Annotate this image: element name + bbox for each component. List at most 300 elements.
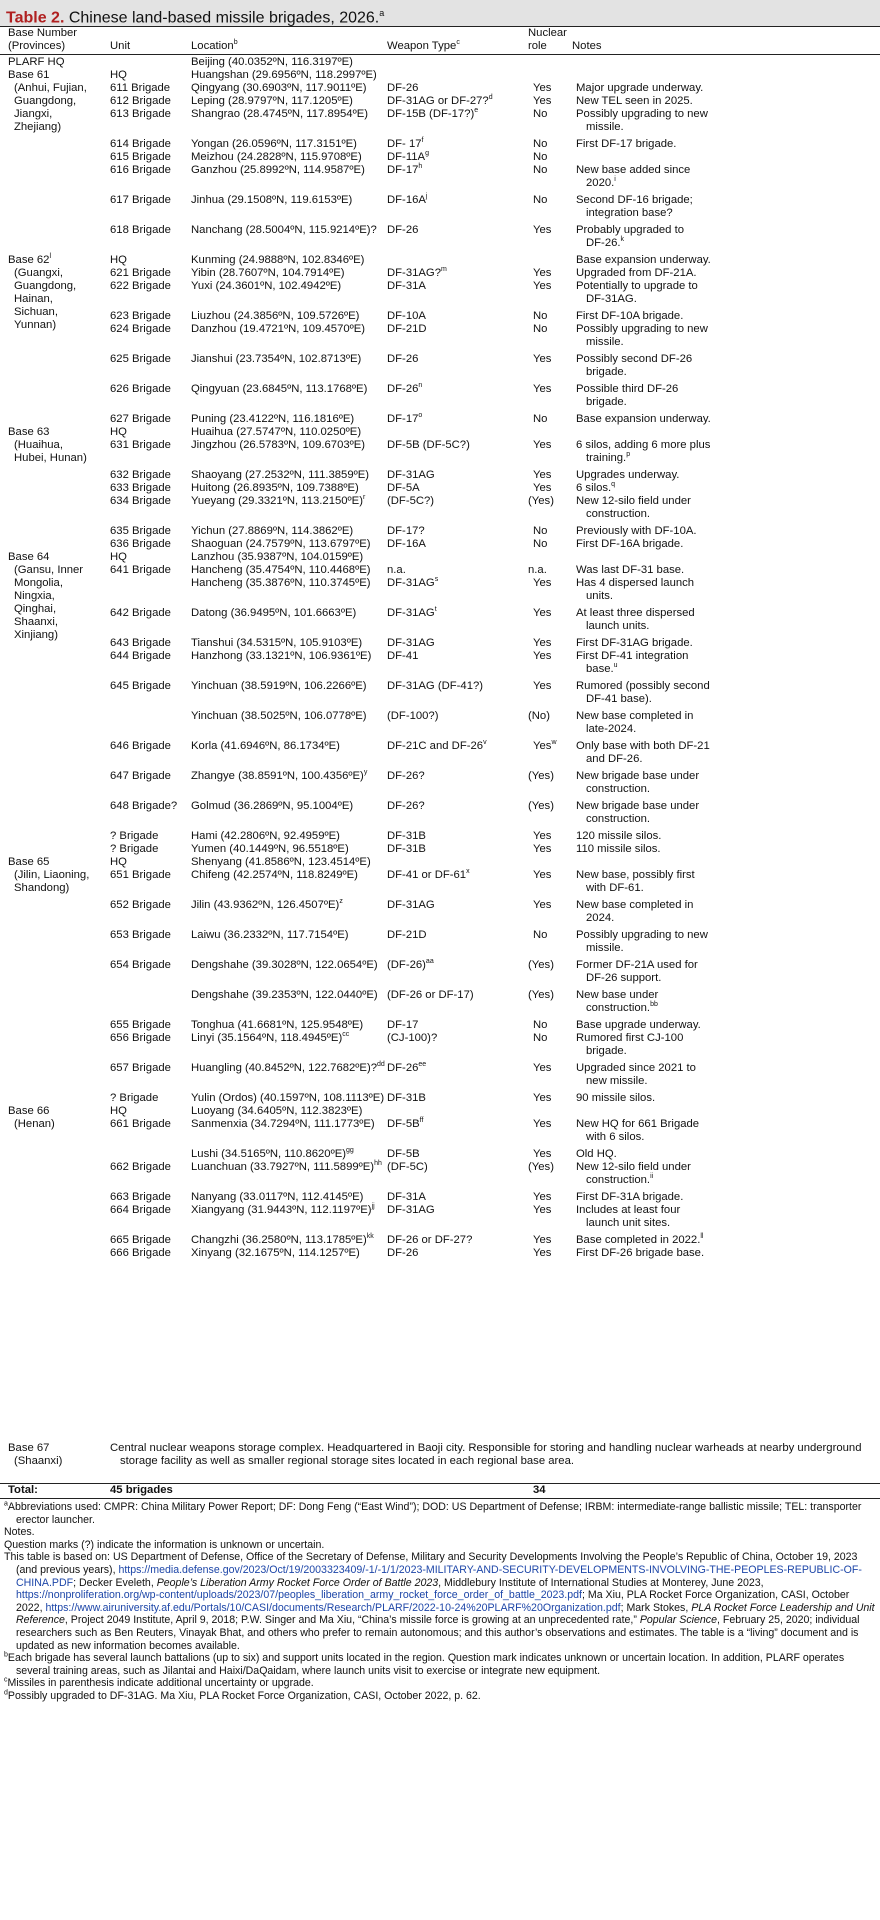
notes-cell (586, 121, 624, 134)
location-cell-text: Jilin (43.9362ºN, 126.4507ºE) (191, 899, 340, 911)
notes-cell (586, 723, 636, 736)
base-provinces-text: (Jilin, Liaoning, (14, 869, 90, 881)
nuclear-cell (533, 439, 551, 452)
notes-cell (586, 177, 616, 190)
header-weapon-sup: c (456, 39, 460, 47)
weapon-cell-sup: h (418, 163, 423, 171)
notes-cell (586, 1131, 644, 1144)
base-provinces (14, 882, 69, 895)
base-provinces-text: Yunnan) (14, 319, 57, 331)
note-d-text: Possibly upgraded to DF-31AG. Ma Xiu, PLA Rocket Force Organization, CASI, October 2022, p. 62. (7, 1689, 481, 1702)
unit-cell (110, 1161, 171, 1174)
weapon-cell (387, 1092, 426, 1105)
notes-cell-text: First DF-16A brigade. (576, 538, 684, 550)
nuclear-cell-text: Yes (533, 224, 552, 236)
weapon-cell-sup: aa (425, 958, 434, 966)
notes-cell (586, 912, 614, 925)
unit-cell (110, 439, 171, 452)
weapon-cell (387, 267, 447, 280)
nuclear-cell-text: Yes (533, 1234, 552, 1246)
base-name-text: Base 66 (8, 1105, 50, 1117)
notes-cell-text: 2020. (586, 177, 615, 189)
notes-cell (576, 1062, 696, 1075)
base-provinces-text: Shandong) (14, 882, 70, 894)
nuclear-cell-text: Yes (533, 607, 552, 619)
weapon-cell-sup: g (425, 150, 429, 158)
nuclear-cell-text: No (533, 138, 548, 150)
location-cell-text: Dengshahe (39.3028ºN, 122.0654ºE) (191, 959, 378, 971)
notes-cell-text: First DF-31A brigade. (576, 1191, 684, 1203)
unit-cell-text: ? Brigade (110, 843, 159, 855)
location-cell (191, 869, 358, 882)
location-cell-text: Zhangye (38.8591ºN, 100.4356ºE) (191, 770, 364, 782)
nuclear-cell (533, 353, 551, 366)
unit-cell-text: HQ (110, 254, 127, 266)
notes-cell-sup: ii (650, 1173, 654, 1181)
nuclear-cell-text: Yes (533, 482, 552, 494)
location-cell-text: Yumen (40.1449ºN, 96.5518ºE) (191, 843, 349, 855)
notes-cell-text: New 12-silo field under (576, 1161, 691, 1173)
notes-cell (586, 1174, 653, 1187)
notes-cell-text: Upgraded since 2021 to (576, 1062, 696, 1074)
nuclear-cell (533, 1092, 551, 1105)
location-cell (191, 323, 365, 336)
weapon-cell-text: DF-5B (DF-5C?) (387, 439, 470, 451)
nuclear-cell-text: Yes (533, 830, 552, 842)
notes-cell-text: New TEL seen in 2025. (576, 95, 693, 107)
unit-cell (110, 310, 171, 323)
notes-cell (576, 989, 658, 1002)
unit-cell-text: 626 Brigade (110, 383, 171, 395)
weapon-cell-text: DF-17 (387, 413, 419, 425)
notes-cell (576, 1032, 683, 1045)
notes-cell-text: training. (586, 452, 627, 464)
location-cell-text: Huaihua (27.5747ºN, 110.0250ºE) (191, 426, 362, 438)
notes-cell-text: and DF-26. (586, 753, 643, 765)
notes-cell (586, 693, 652, 706)
title-rule (0, 26, 880, 27)
weapon-cell (387, 650, 418, 663)
base-provinces-text: Hubei, Hunan) (14, 452, 87, 464)
unit-cell (110, 607, 171, 620)
location-cell-text: Huitong (26.8935ºN, 109.7388ºE) (191, 482, 359, 494)
header-base (8, 27, 77, 53)
notes-cell (576, 280, 698, 293)
unit-cell (110, 959, 171, 972)
weapon-cell-text: (CJ-100)? (387, 1032, 438, 1044)
notes-cell-text: brigade. (586, 396, 627, 408)
nuclear-cell-text: Yes (533, 869, 552, 881)
base-provinces-text: (Huaihua, (14, 439, 63, 451)
nuclear-cell (533, 280, 551, 293)
unit-cell-text: 616 Brigade (110, 164, 171, 176)
nuclear-cell-text: (Yes) (528, 800, 554, 812)
location-cell-text: Lanzhou (35.9387ºN, 104.0159ºE) (191, 551, 364, 563)
location-cell (191, 1092, 384, 1105)
location-cell (191, 267, 345, 280)
weapon-cell-text: DF-21C and DF-26 (387, 740, 484, 752)
base-provinces (14, 95, 76, 108)
weapon-cell (387, 439, 470, 452)
unit-cell-text: 653 Brigade (110, 929, 171, 941)
weapon-cell-text: DF-31A (387, 280, 426, 292)
location-cell (191, 56, 353, 69)
nuclear-cell-text: (No) (528, 710, 550, 722)
notes-cell-text: New brigade base under (576, 770, 700, 782)
unit-cell-text: 615 Brigade (110, 151, 171, 163)
location-cell-text: Huangling (40.8452ºN, 122.7682ºE)? (191, 1062, 377, 1074)
location-cell (191, 164, 365, 177)
nuclear-cell (533, 1191, 551, 1204)
base-provinces-text: (Guangxi, (14, 267, 63, 279)
weapon-cell (387, 564, 406, 577)
notes-cell (576, 1234, 703, 1247)
weapon-cell (387, 383, 422, 396)
weapon-cell (387, 525, 425, 538)
notes-cell (586, 620, 649, 633)
weapon-cell-text: DF-31B (387, 843, 426, 855)
header-unit: Unit (110, 40, 131, 52)
location-cell-text: Chifeng (42.2574ºN, 118.8249ºE) (191, 869, 358, 881)
unit-cell (110, 69, 127, 82)
notes-cell (586, 783, 650, 796)
weapon-cell-text: DF-5A (387, 482, 420, 494)
nuclear-cell (533, 138, 547, 151)
unit-cell-text: 647 Brigade (110, 770, 171, 782)
base-provinces (14, 603, 56, 616)
notes-cell-text: construction. (586, 1002, 651, 1014)
location-cell-text: Nanyang (33.0117ºN, 112.4145ºE) (191, 1191, 364, 1203)
unit-cell-text: 644 Brigade (110, 650, 171, 662)
location-cell (191, 1105, 362, 1118)
source-text-1: This table is based on: US Department of Defense, Office of the Secretary of Defense, Military and Security Developments Involving the People’s Republic of China, October 19, 2023 (and previous years), (4, 1551, 858, 1576)
location-cell-text: Luoyang (34.6405ºN, 112.3823ºE) (191, 1105, 363, 1117)
nuclear-cell (533, 267, 551, 280)
weapon-cell (387, 1032, 437, 1045)
nuclear-cell-text: Yes (533, 1204, 552, 1216)
location-cell (191, 254, 364, 267)
base-provinces (14, 319, 56, 332)
unit-cell (110, 1092, 158, 1105)
source-title-popsci: Popular Science (639, 1614, 717, 1627)
unit-cell-text: 643 Brigade (110, 637, 171, 649)
location-cell (191, 469, 369, 482)
nuclear-cell-text: Yes (533, 280, 552, 292)
header-weapon-text: Weapon Type (387, 40, 457, 52)
unit-cell-text: 645 Brigade (110, 680, 171, 692)
unit-cell (110, 151, 171, 164)
notes-cell (576, 482, 615, 495)
weapon-cell (387, 495, 434, 508)
unit-cell-text: 632 Brigade (110, 469, 171, 481)
location-cell-text: Tonghua (41.6681ºN, 125.9548ºE) (191, 1019, 364, 1031)
unit-cell (110, 95, 171, 108)
notes-cell-text: Second DF-16 brigade; (576, 194, 693, 206)
notes-cell (586, 336, 624, 349)
note-b-text: Each brigade has several launch battalions (up to six) and support units located in the region. Question mark indicates unknown or uncertain location. In addition, PLARF operates several training areas, such as Jilantai and Haixi/DaQaidam, where launch units visit to exercise or integrate new equipment. (7, 1652, 845, 1677)
notes-cell (586, 366, 627, 379)
location-cell (191, 770, 367, 783)
nuclear-cell (533, 1019, 547, 1032)
weapon-cell (387, 830, 426, 843)
weapon-cell-sup: n (418, 382, 423, 390)
weapon-cell-sup: e (474, 107, 479, 115)
base-provinces-text: Xinjiang) (14, 629, 58, 641)
location-cell (191, 413, 354, 426)
unit-cell (110, 224, 171, 237)
base-name-text: PLARF HQ (8, 56, 65, 68)
weapon-cell (387, 469, 435, 482)
nuclear-cell-text: Yes (533, 650, 552, 662)
location-cell-text: Puning (23.4122ºN, 116.1816ºE) (191, 413, 355, 425)
nuclear-cell-text: (Yes) (528, 770, 554, 782)
source-title-stokes: PLA Rocket Force Leadership and Unit Reference (16, 1601, 875, 1627)
unit-cell-text: HQ (110, 551, 127, 563)
unit-cell (110, 538, 171, 551)
notes-cell (576, 108, 708, 121)
weapon-cell-text: (DF-5C) (387, 1161, 428, 1173)
location-cell (191, 989, 378, 1002)
notes-cell-text: DF-31AG. (586, 293, 637, 305)
location-cell-text: Luanchuan (33.7927ºN, 111.5899ºE) (191, 1161, 375, 1173)
nuclear-cell-text: No (533, 164, 548, 176)
location-cell-text: Hancheng (35.3876ºN, 110.3745ºE) (191, 577, 371, 589)
location-cell-text: Yongan (26.0596ºN, 117.3151ºE) (191, 138, 357, 150)
location-cell-text: Jingzhou (26.5783ºN, 109.6703ºE) (191, 439, 366, 451)
source-title-eveleth: People’s Liberation Army Rocket Force Order of Battle 2023 (156, 1576, 439, 1589)
source-text-3: , Middlebury Institute of International Studies at Monterey, June 2023, (438, 1576, 764, 1589)
table-title-text: Chinese land-based missile brigades, 2026. (64, 9, 380, 27)
unit-cell-text: 623 Brigade (110, 310, 171, 322)
weapon-cell-text: DF-26? (387, 770, 425, 782)
location-cell-text: Shenyang (41.8586ºN, 123.4514ºE) (191, 856, 371, 868)
nuclear-cell (533, 1234, 551, 1247)
nuclear-cell-text: No (533, 323, 548, 335)
unit-cell-text: 621 Brigade (110, 267, 171, 279)
source-text-7: , February 25, 2020; individual researchers such as Ben Reuters, Vinayak Bhat, and others who prefer to remain autonomous; and this author’s observations and estimates. The table is a “living” document and is updated as new information becomes available. (16, 1614, 860, 1652)
note-c (4, 1677, 876, 1690)
nuclear-cell-text: Yes (533, 439, 552, 451)
notes-cell (576, 95, 693, 108)
weapon-cell (387, 800, 425, 813)
weapon-cell-text: DF-26 (387, 224, 419, 236)
notes-cell-text: New brigade base under (576, 800, 700, 812)
source-link-dod[interactable]: https://media.defense.gov/2023/Oct/19/2003323409/-1/-1/1/2023-MILITARY-AND-SECURITY-DEVELOPMENTS-INVOLVING-THE-PEOPLES-REPUBLIC-OF-CHINA.PDF (16, 1563, 862, 1589)
nuclear-cell (533, 650, 551, 663)
notes-cell-text: missile. (586, 942, 624, 954)
weapon-cell-text: DF-5B (387, 1148, 420, 1160)
location-cell-sup: hh (374, 1160, 382, 1168)
notes-cell (586, 452, 630, 465)
nuclear-cell-text: No (533, 929, 548, 941)
unit-cell-text: 654 Brigade (110, 959, 171, 971)
source-link-nonproliferation[interactable]: https://nonproliferation.org/wp-content/uploads/2023/07/peoples_liberation_army_rocket_force_order_of_battle_2023.pdf (16, 1589, 582, 1602)
base-provinces-text: (Gansu, Inner (14, 564, 84, 576)
weapon-cell-text: DF-17? (387, 525, 425, 537)
notes-cell-text: Possibly upgrading to new (576, 929, 708, 941)
nuclear-cell (533, 1247, 551, 1260)
notes-cell-text: New base added since (576, 164, 691, 176)
nuclear-cell-text: Yes (533, 1247, 552, 1259)
unit-cell-text: HQ (110, 426, 127, 438)
location-cell-text: Shaoyang (27.2532ºN, 111.3859ºE) (191, 469, 370, 481)
notes-cell-text: missile. (586, 121, 624, 133)
notes-cell (576, 164, 690, 177)
nuclear-cell (528, 710, 550, 723)
notes-cell-text: First DF-10A brigade. (576, 310, 684, 322)
nuclear-cell (533, 538, 547, 551)
base-provinces-text: Mongolia, (14, 577, 63, 589)
nuclear-cell (533, 323, 547, 336)
weapon-cell-text: DF-26 (387, 1062, 419, 1074)
header-base-line2: (Provinces) (8, 40, 66, 52)
nuclear-cell-text: Yes (533, 680, 552, 692)
unit-cell (110, 637, 171, 650)
notes-cell (576, 899, 693, 912)
location-cell-text: Datong (36.9495ºN, 101.6663ºE) (191, 607, 357, 619)
weapon-cell (387, 1062, 426, 1075)
unit-cell (110, 254, 127, 267)
unit-cell (110, 740, 171, 753)
header-weapon (387, 40, 460, 53)
notes-cell-text: launch units. (586, 620, 650, 632)
weapon-cell (387, 1161, 428, 1174)
notes-cell-text: Possibly upgrading to new (576, 108, 708, 120)
notes-cell (576, 413, 711, 426)
notes-cell-text: 6 silos, adding 6 more plus (576, 439, 711, 451)
unit-cell-text: 656 Brigade (110, 1032, 171, 1044)
notes-cell (586, 293, 637, 306)
nuclear-cell (533, 151, 547, 164)
weapon-cell (387, 1019, 418, 1032)
unit-cell-text: 648 Brigade? (110, 800, 178, 812)
nuclear-cell-text: n.a. (528, 564, 547, 576)
weapon-cell-sup: ee (418, 1061, 427, 1069)
notes-cell (586, 663, 618, 676)
weapon-cell-text: DF-31AG (387, 577, 435, 589)
notes-cell-text: Probably upgraded to (576, 224, 685, 236)
location-cell-text: Beijing (40.0352ºN, 116.3197ºE) (191, 56, 353, 68)
location-cell (191, 151, 362, 164)
nuclear-cell-text: (Yes) (528, 1161, 554, 1173)
nuclear-cell-text: Yes (533, 899, 552, 911)
nuclear-cell-text: No (533, 413, 548, 425)
base-provinces (14, 306, 58, 319)
nuclear-cell (533, 1148, 551, 1161)
header-nuclear (528, 27, 567, 53)
unit-cell-text: HQ (110, 1105, 127, 1117)
notes-cell (586, 813, 650, 826)
weapon-cell (387, 843, 426, 856)
source-text-4: ; Ma Xiu, PLA Rocket Force Organization, CASI, October 2022, (16, 1589, 850, 1614)
weapon-cell-sup: t (434, 606, 437, 614)
weapon-cell-text: DF-11A (387, 151, 426, 163)
location-cell (191, 482, 359, 495)
total-brigades: 45 brigades (110, 1484, 173, 1496)
notes-cell-text: New HQ for 661 Brigade (576, 1118, 700, 1130)
location-cell (191, 95, 353, 108)
notes-cell-text: Upgrades underway. (576, 469, 680, 481)
weapon-cell (387, 82, 418, 95)
notes-cell-text: First DF-26 brigade base. (576, 1247, 705, 1259)
unit-cell (110, 138, 171, 151)
notes-cell-sup: ll (700, 1233, 704, 1241)
weapon-cell (387, 899, 435, 912)
source-link-airuniversity[interactable]: https://www.airuniversity.af.edu/Portals/10/CASI/documents/Research/PLARF/2022-10-24%20PLARF%20Organization.pdf (45, 1601, 621, 1614)
base-provinces (14, 82, 87, 95)
location-cell-text: Hanzhong (33.1321ºN, 106.9361ºE) (191, 650, 372, 662)
unit-cell (110, 1247, 171, 1260)
weapon-cell-text: DF-41 (387, 650, 419, 662)
unit-cell (110, 323, 171, 336)
nuclear-cell (533, 482, 551, 495)
notes-cell (576, 740, 710, 753)
nuclear-cell-text: No (533, 310, 548, 322)
notes-cell (576, 929, 708, 942)
location-cell (191, 525, 353, 538)
notes-cell-text: First DF-17 brigade. (576, 138, 677, 150)
weapon-cell (387, 482, 420, 495)
unit-cell (110, 426, 127, 439)
notes-cell-text: launch unit sites. (586, 1217, 671, 1229)
notes-cell (586, 508, 650, 521)
base-name-text: Base 64 (8, 551, 50, 563)
location-cell (191, 280, 341, 293)
notes-cell-text: brigade. (586, 366, 627, 378)
nuclear-cell (533, 1204, 551, 1217)
location-cell-sup: gg (346, 1147, 354, 1155)
nuclear-cell-text: Yes (533, 637, 552, 649)
note-a-text: Abbreviations used: CMPR: China Military Power Report; DF: Dong Feng (“East Wind”); DOD: US Department of Defense; IRBM: intermediate-range ballistic missile; TEL: transporter erector launcher. (7, 1501, 862, 1526)
source-text-2: ; Decker Eveleth, (73, 1576, 157, 1589)
weapon-cell-text: (DF-26 or DF-17) (387, 989, 474, 1001)
note-sources (4, 1551, 876, 1652)
base-provinces (14, 121, 61, 134)
base-provinces (14, 564, 83, 577)
unit-cell (110, 856, 127, 869)
base-provinces (14, 293, 53, 306)
nuclear-cell-text: Yes (533, 1118, 552, 1130)
unit-cell-text: 642 Brigade (110, 607, 171, 619)
notes-cell (576, 830, 661, 843)
location-cell (191, 1234, 374, 1247)
unit-cell (110, 525, 171, 538)
nuclear-cell-text: Yes (533, 843, 552, 855)
unit-cell (110, 551, 127, 564)
notes-cell (576, 267, 697, 280)
weapon-cell (387, 353, 418, 366)
location-cell (191, 194, 352, 207)
location-cell-text: Shangrao (28.4745ºN, 117.8954ºE) (191, 108, 368, 120)
weapon-cell (387, 108, 478, 121)
notes-cell-text: Base upgrade underway. (576, 1019, 701, 1031)
weapon-cell-text: DF-31AG (387, 899, 435, 911)
location-cell (191, 607, 356, 620)
unit-cell (110, 1118, 171, 1131)
weapon-cell-text: DF-31AG or DF-27? (387, 95, 489, 107)
notes-cell-sup: bb (650, 1001, 658, 1009)
location-cell (191, 495, 365, 508)
location-cell-text: Golmud (36.2869ºN, 95.1004ºE) (191, 800, 354, 812)
nuclear-cell (528, 770, 554, 783)
table-notes (4, 1501, 876, 1703)
notes-cell-text: Former DF-21A used for (576, 959, 698, 971)
notes-cell-text: Base completed in 2022. (576, 1234, 701, 1246)
notes-cell (576, 224, 684, 237)
notes-cell (576, 1204, 680, 1217)
base-provinces-text: Hainan, (14, 293, 53, 305)
notes-cell (576, 869, 695, 882)
